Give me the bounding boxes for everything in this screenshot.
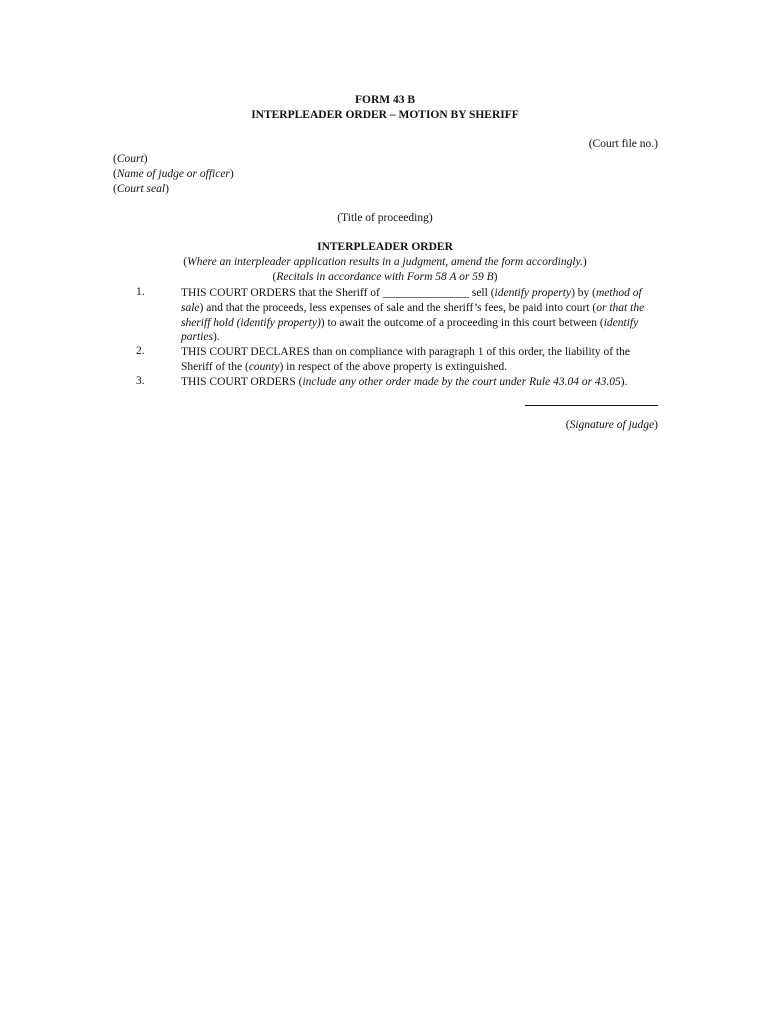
title-of-proceeding: (Title of proceeding) [337, 212, 433, 224]
paragraph-1: THIS COURT ORDERS that the Sheriff of _______________ sell (identify property) by (method of sale) and that the proceeds, less expenses of sale and the sheriff’s fees, be paid into court (or that the sheriff hold (identify property)) to await the outcome of a proceeding in this court between (identify parties). [181, 287, 645, 344]
recitals-note: (Recitals in accordance with Form 58 A or 59 B) [272, 271, 498, 283]
order-heading: INTERPLEADER ORDER [317, 241, 453, 253]
seal-line: (Court seal) [113, 183, 169, 195]
paragraph-2: THIS COURT DECLARES than on compliance with paragraph 1 of this order, the liability of the Sheriff of the (county) in respect of the above property is extinguished. [181, 346, 630, 373]
paragraph-number: 2. [136, 345, 145, 357]
form-title: INTERPLEADER ORDER – MOTION BY SHERIFF [251, 109, 519, 121]
paragraph-3: THIS COURT ORDERS (include any other order made by the court under Rule 43.04 or 43.05). [181, 376, 628, 388]
judge-line: (Name of judge or officer) [113, 168, 234, 180]
court-file-number: (Court file no.) [588, 138, 658, 150]
court-line: (Court) [113, 153, 148, 165]
signature-caption: (Signature of judge) [565, 419, 658, 431]
paragraph-number: 3. [136, 375, 145, 387]
paragraph-number: 1. [136, 286, 145, 298]
signature-line [525, 405, 658, 406]
form-number: FORM 43 B [354, 94, 416, 106]
instruction-note: (Where an interpleader application results in a judgment, amend the form accordingly.) [183, 256, 587, 268]
